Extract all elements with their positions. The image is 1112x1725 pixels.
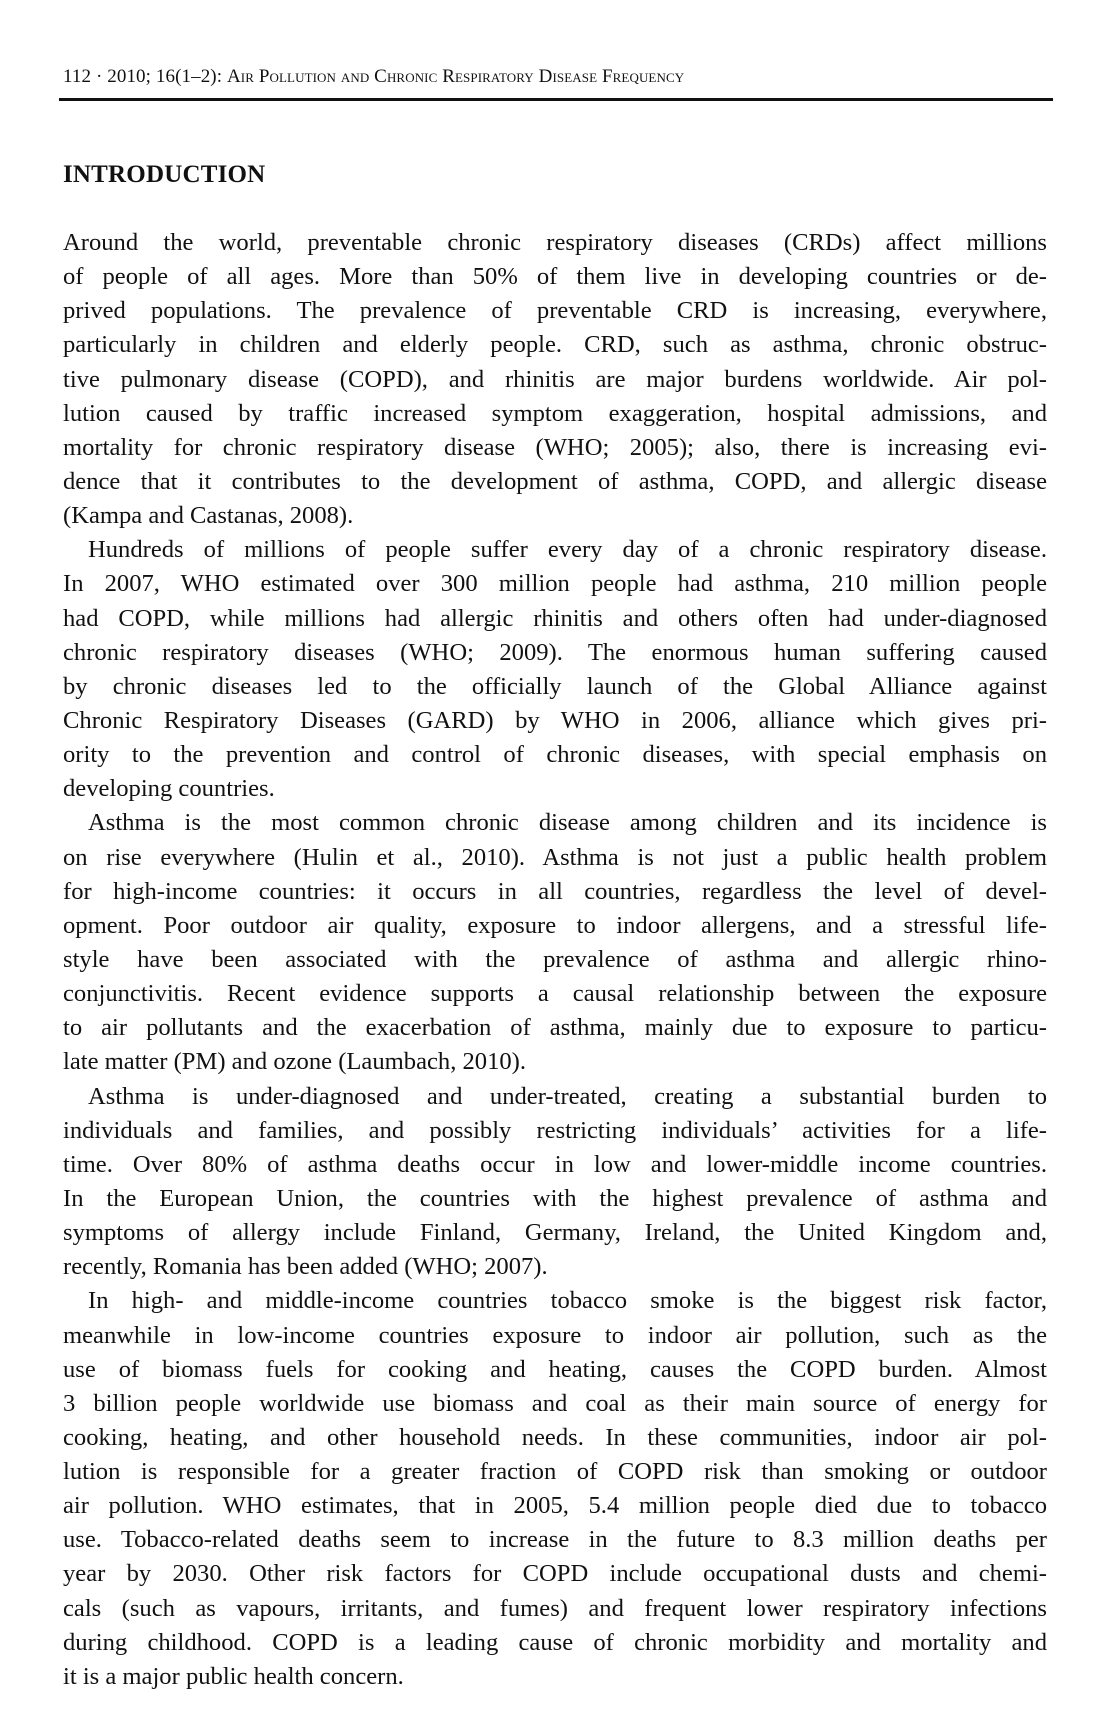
text-line: ority to the prevention and control of chronic diseases, with special emphasis on [63, 741, 1047, 769]
text-line: conjunctivitis. Recent evidence supports a causal relationship between the exposure [63, 980, 1047, 1008]
text-line: In 2007, WHO estimated over 300 million people had asthma, 210 million people [63, 570, 1047, 598]
text-line: meanwhile in low-income countries exposure to indoor air pollution, such as the [63, 1321, 1047, 1349]
page-number: 112 [63, 66, 92, 87]
text-line: on rise everywhere (Hulin et al., 2010). Asthma is not just a public health problem [63, 843, 1047, 871]
text-line: individuals and families, and possibly restricting individuals’ activities for a life- [63, 1116, 1047, 1144]
text-line: Asthma is the most common chronic disease among children and its incidence is [88, 809, 1047, 837]
running-title: Air Pollution and Chronic Respiratory Disease Frequency [226, 66, 685, 87]
text-line: Around the world, preventable chronic respiratory diseases (CRDs) affect millions [63, 229, 1047, 256]
header-rule [59, 98, 1053, 101]
text-line: particularly in children and elderly people. CRD, such as asthma, chronic obstruc- [63, 331, 1047, 359]
text-line: Chronic Respiratory Diseases (GARD) by WHO in 2006, alliance which gives pri- [63, 706, 1047, 734]
text-line: lution caused by traffic increased symptom exaggeration, hospital admissions, and [63, 399, 1047, 427]
text-line: late matter (PM) and ozone (Laumbach, 2010). [63, 1048, 527, 1076]
text-line: In high- and middle-income countries tobacco smoke is the biggest risk factor, [88, 1287, 1047, 1315]
running-header [63, 64, 684, 90]
text-line: (Kampa and Castanas, 2008). [63, 502, 354, 530]
text-line: dence that it contributes to the development of asthma, COPD, and allergic disease [63, 467, 1047, 495]
text-line: opment. Poor outdoor air quality, exposure to indoor allergens, and a stressful life- [63, 911, 1047, 939]
text-line: use. Tobacco-related deaths seem to increase in the future to 8.3 million deaths per [63, 1526, 1047, 1554]
text-line: In the European Union, the countries with the highest prevalence of asthma and [63, 1184, 1047, 1212]
text-line: symptoms of allergy include Finland, Germany, Ireland, the United Kingdom and, [63, 1219, 1047, 1247]
text-line: it is a major public health concern. [63, 1662, 404, 1690]
text-line: had COPD, while millions had allergic rhinitis and others often had under-diagnosed [63, 604, 1047, 632]
text-line: Hundreds of millions of people suffer every day of a chronic respiratory disease. [88, 536, 1047, 564]
text-line: developing countries. [63, 775, 275, 803]
text-line: cooking, heating, and other household needs. In these communities, indoor air pol- [63, 1423, 1047, 1451]
paragraph [63, 1284, 1047, 1694]
text-line: use of biomass fuels for cooking and heating, causes the COPD burden. Almost [63, 1355, 1047, 1383]
text-line: style have been associated with the prevalence of asthma and allergic rhino- [63, 945, 1047, 973]
body-text [63, 226, 1047, 1694]
text-line: for high-income countries: it occurs in all countries, regardless the level of devel- [63, 877, 1047, 905]
text-line: to air pollutants and the exacerbation of asthma, mainly due to exposure to particu- [63, 1014, 1047, 1042]
text-line: of people of all ages. More than 50% of them live in developing countries or de- [63, 263, 1047, 291]
text-line: by chronic diseases led to the officially launch of the Global Alliance against [63, 672, 1047, 700]
text-line: 3 billion people worldwide use biomass and coal as their main source of energy for [63, 1389, 1047, 1417]
paragraph [63, 226, 1047, 533]
text-line: year by 2030. Other risk factors for COPD include occupational dusts and chemi- [63, 1560, 1047, 1588]
journal-citation: · 2010; 16(1–2): [95, 66, 227, 87]
text-line: tive pulmonary disease (COPD), and rhinitis are major burdens worldwide. Air pol- [63, 365, 1047, 393]
paragraph [63, 806, 1047, 1079]
section-heading: INTRODUCTION [63, 161, 266, 188]
paragraph [63, 1080, 1047, 1285]
text-line: prived populations. The prevalence of preventable CRD is increasing, everywhere, [63, 297, 1047, 325]
text-line: time. Over 80% of asthma deaths occur in low and lower-middle income countries. [63, 1150, 1047, 1178]
text-line: mortality for chronic respiratory disease (WHO; 2005); also, there is increasing evi- [63, 433, 1047, 461]
paragraph [63, 533, 1047, 806]
text-line: lution is responsible for a greater fraction of COPD risk than smoking or outdoor [63, 1458, 1047, 1486]
text-line: cals (such as vapours, irritants, and fumes) and frequent lower respiratory infections [63, 1594, 1047, 1622]
text-line: recently, Romania has been added (WHO; 2007). [63, 1253, 548, 1281]
text-line: chronic respiratory diseases (WHO; 2009). The enormous human suffering caused [63, 638, 1047, 666]
text-line: Asthma is under-diagnosed and under-treated, creating a substantial burden to [88, 1082, 1047, 1110]
text-line: during childhood. COPD is a leading cause of chronic morbidity and mortality and [63, 1628, 1047, 1656]
text-line: air pollution. WHO estimates, that in 2005, 5.4 million people died due to tobacco [63, 1492, 1047, 1520]
